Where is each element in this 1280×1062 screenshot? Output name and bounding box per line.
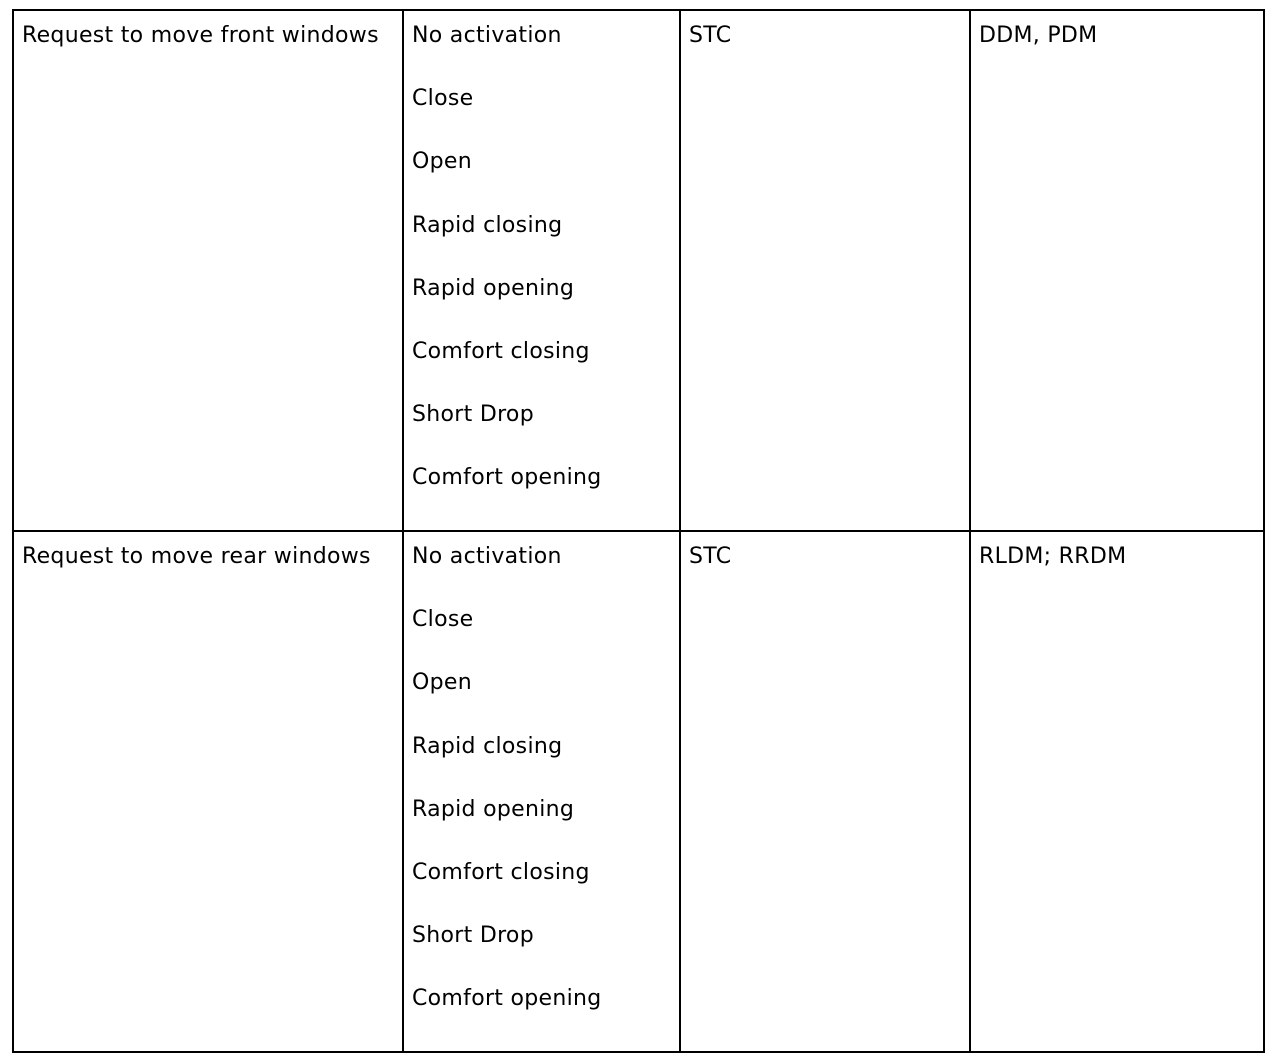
value-item: Rapid closing bbox=[412, 733, 563, 759]
signal-name-cell bbox=[13, 531, 403, 1052]
value-item: Comfort opening bbox=[412, 986, 602, 1012]
signal-table bbox=[12, 9, 1265, 1053]
value-item: No activation bbox=[412, 23, 562, 48]
receivers-cell bbox=[970, 10, 1264, 531]
value-item: No activation bbox=[412, 544, 562, 569]
value-list bbox=[412, 542, 671, 1048]
signal-name: Request to move rear windows bbox=[22, 544, 371, 569]
signal-name-cell bbox=[13, 10, 403, 531]
sender-value: STC bbox=[689, 544, 732, 569]
value-item: Rapid closing bbox=[412, 212, 563, 238]
value-item: Open bbox=[412, 149, 472, 175]
values-cell bbox=[403, 10, 680, 531]
receivers-cell bbox=[970, 531, 1264, 1052]
table-row bbox=[13, 10, 1264, 531]
value-item: Comfort opening bbox=[412, 465, 602, 491]
value-item: Short Drop bbox=[412, 402, 534, 428]
value-item: Comfort closing bbox=[412, 859, 590, 885]
table-row bbox=[13, 531, 1264, 1052]
value-item: Close bbox=[412, 86, 474, 112]
receivers-value: RLDM; RRDM bbox=[979, 544, 1127, 569]
receivers-value: DDM, PDM bbox=[979, 23, 1098, 48]
value-item: Rapid opening bbox=[412, 796, 575, 822]
sender-cell bbox=[680, 531, 970, 1052]
values-cell bbox=[403, 531, 680, 1052]
signal-name: Request to move front windows bbox=[22, 23, 379, 48]
value-item: Close bbox=[412, 607, 474, 633]
sender-value: STC bbox=[689, 23, 732, 48]
value-item: Comfort closing bbox=[412, 338, 590, 364]
sender-cell bbox=[680, 10, 970, 531]
value-list bbox=[412, 21, 671, 527]
value-item: Open bbox=[412, 670, 472, 696]
value-item: Short Drop bbox=[412, 923, 534, 949]
value-item: Rapid opening bbox=[412, 275, 575, 301]
